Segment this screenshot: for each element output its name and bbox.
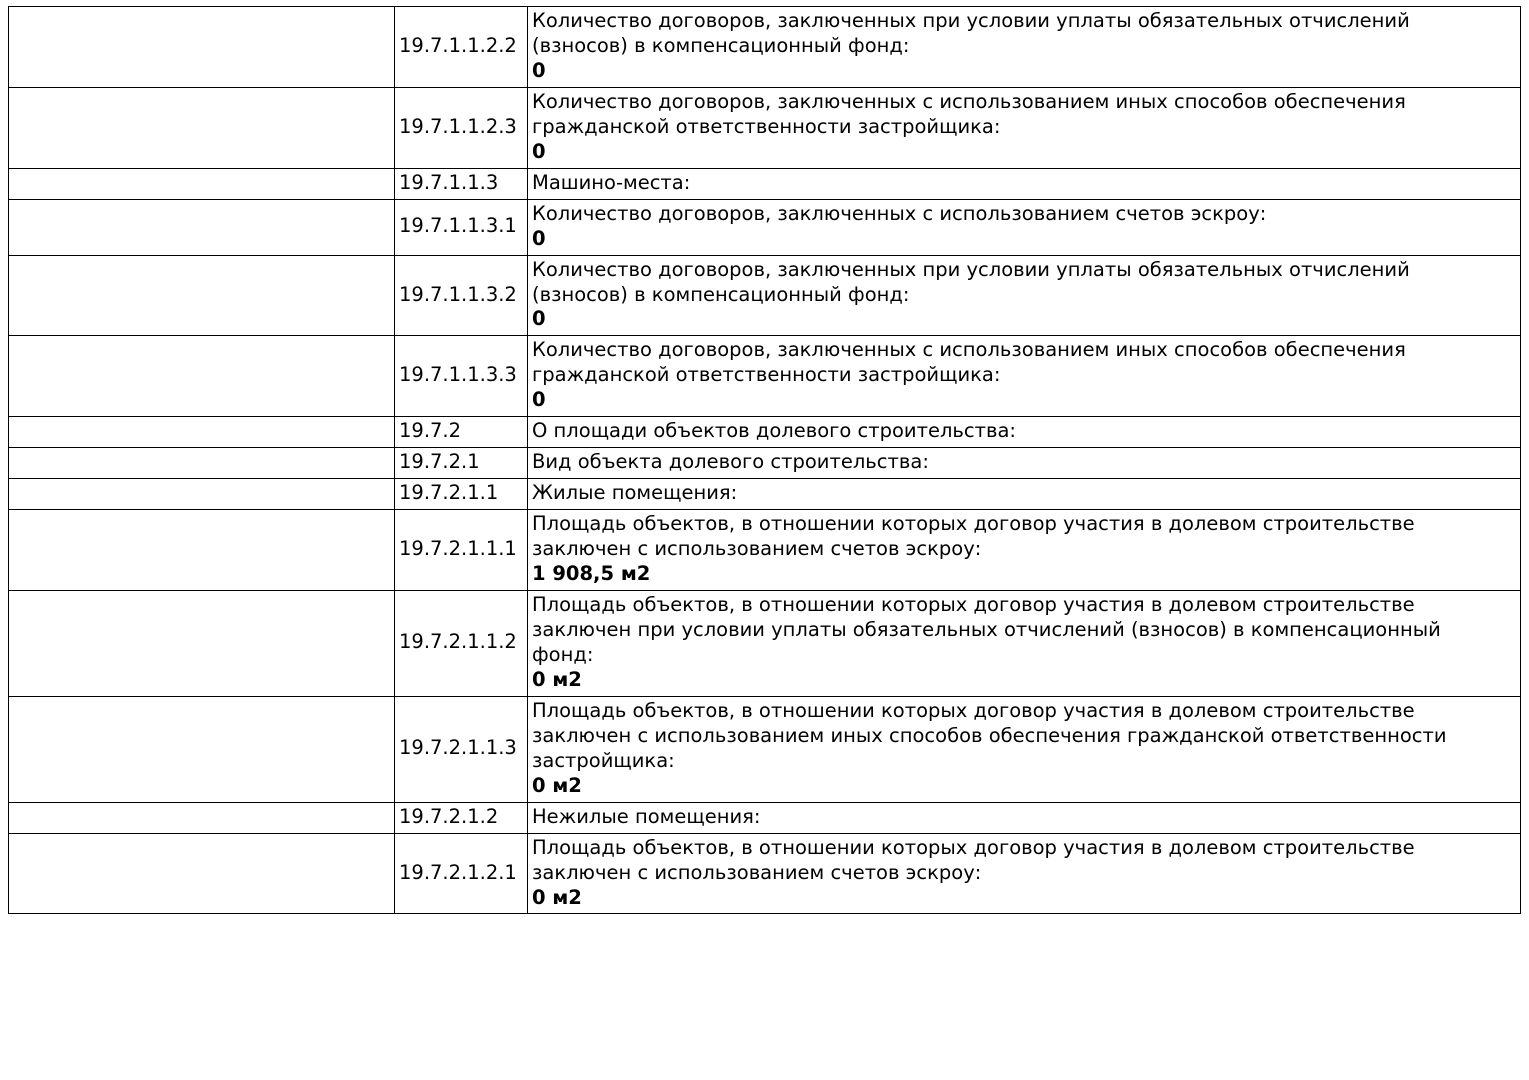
row-code-cell: 19.7.2 bbox=[395, 417, 528, 448]
row-value: 0 м2 bbox=[532, 885, 582, 909]
row-code-cell: 19.7.2.1.2.1 bbox=[395, 833, 528, 914]
row-text-line: Площадь объектов, в отношении которых договор участия в долевом строительстве bbox=[532, 698, 1415, 722]
row-text-cell bbox=[528, 833, 1521, 914]
row-code-cell: 19.7.2.1.1 bbox=[395, 479, 528, 510]
row-text-cell bbox=[528, 199, 1521, 255]
row-text-line: фонд: bbox=[532, 642, 594, 666]
row-code-cell: 19.7.1.1.2.2 bbox=[395, 7, 528, 88]
row-text-cell bbox=[528, 802, 1521, 833]
table-row bbox=[9, 336, 1521, 417]
row-label-cell bbox=[9, 7, 395, 88]
table-row bbox=[9, 696, 1521, 802]
row-text-line: заключен с использованием счетов эскроу: bbox=[532, 537, 982, 561]
row-label-cell bbox=[9, 591, 395, 697]
row-label-cell bbox=[9, 87, 395, 168]
table-row bbox=[9, 448, 1521, 479]
row-label-cell bbox=[9, 336, 395, 417]
table-row bbox=[9, 591, 1521, 697]
row-text-line: Количество договоров, заключенных с использованием счетов эскроу: bbox=[532, 201, 1267, 225]
declaration-table bbox=[8, 6, 1521, 914]
table-row bbox=[9, 168, 1521, 199]
row-label-cell bbox=[9, 448, 395, 479]
row-value: 0 bbox=[532, 139, 546, 163]
row-value: 0 bbox=[532, 388, 546, 412]
row-value: 1 908,5 м2 bbox=[532, 562, 651, 586]
table-row bbox=[9, 833, 1521, 914]
row-text-line: (взносов) в компенсационный фонд: bbox=[532, 33, 910, 57]
table-row bbox=[9, 417, 1521, 448]
row-label-cell bbox=[9, 510, 395, 591]
row-text-line: Нежилые помещения: bbox=[532, 804, 761, 828]
row-text-cell bbox=[528, 479, 1521, 510]
row-text-line: Площадь объектов, в отношении которых договор участия в долевом строительстве bbox=[532, 593, 1415, 617]
row-code-cell: 19.7.1.1.3.2 bbox=[395, 255, 528, 336]
row-value: 0 bbox=[532, 307, 546, 331]
table-row bbox=[9, 802, 1521, 833]
row-text-line: Машино-места: bbox=[532, 170, 691, 194]
row-text-line: застройщика: bbox=[532, 748, 675, 772]
row-code-cell: 19.7.2.1.1.3 bbox=[395, 696, 528, 802]
row-label-cell bbox=[9, 417, 395, 448]
row-text-cell bbox=[528, 7, 1521, 88]
table-body bbox=[9, 7, 1521, 914]
row-text-line: Жилые помещения: bbox=[532, 481, 738, 505]
row-label-cell bbox=[9, 168, 395, 199]
table-row bbox=[9, 479, 1521, 510]
row-text-line: Площадь объектов, в отношении которых договор участия в долевом строительстве bbox=[532, 512, 1415, 536]
row-text-cell bbox=[528, 168, 1521, 199]
row-text-cell bbox=[528, 417, 1521, 448]
row-code-cell: 19.7.2.1 bbox=[395, 448, 528, 479]
table-row bbox=[9, 199, 1521, 255]
row-text-cell bbox=[528, 255, 1521, 336]
table-row bbox=[9, 510, 1521, 591]
row-label-cell bbox=[9, 479, 395, 510]
row-text-cell bbox=[528, 448, 1521, 479]
row-text-cell bbox=[528, 510, 1521, 591]
row-text-line: заключен при условии уплаты обязательных отчислений (взносов) в компенсационный bbox=[532, 617, 1441, 641]
row-code-cell: 19.7.1.1.3 bbox=[395, 168, 528, 199]
row-text-line: О площади объектов долевого строительства: bbox=[532, 419, 1016, 443]
row-label-cell bbox=[9, 255, 395, 336]
row-code-cell: 19.7.1.1.2.3 bbox=[395, 87, 528, 168]
row-text-line: Количество договоров, заключенных с использованием иных способов обеспечения bbox=[532, 89, 1406, 113]
row-label-cell bbox=[9, 199, 395, 255]
row-text-line: заключен с использованием иных способов обеспечения гражданской ответственности bbox=[532, 723, 1447, 747]
row-text-line: Площадь объектов, в отношении которых договор участия в долевом строительстве bbox=[532, 835, 1415, 859]
row-text-line: Количество договоров, заключенных при условии уплаты обязательных отчислений bbox=[532, 9, 1410, 32]
row-value: 0 bbox=[532, 58, 546, 82]
row-text-cell bbox=[528, 696, 1521, 802]
row-text-line: Количество договоров, заключенных при условии уплаты обязательных отчислений bbox=[532, 257, 1410, 281]
row-code-cell: 19.7.1.1.3.1 bbox=[395, 199, 528, 255]
row-text-cell bbox=[528, 87, 1521, 168]
row-text-cell bbox=[528, 591, 1521, 697]
row-text-line: (взносов) в компенсационный фонд: bbox=[532, 282, 910, 306]
table-row bbox=[9, 87, 1521, 168]
row-value: 0 м2 bbox=[532, 667, 582, 691]
row-value: 0 м2 bbox=[532, 773, 582, 797]
row-text-cell bbox=[528, 336, 1521, 417]
row-label-cell bbox=[9, 696, 395, 802]
row-text-line: Вид объекта долевого строительства: bbox=[532, 450, 929, 474]
row-text-line: Количество договоров, заключенных с использованием иных способов обеспечения bbox=[532, 338, 1406, 362]
row-value: 0 bbox=[532, 226, 546, 250]
row-label-cell bbox=[9, 833, 395, 914]
row-code-cell: 19.7.2.1.2 bbox=[395, 802, 528, 833]
row-label-cell bbox=[9, 802, 395, 833]
row-text-line: заключен с использованием счетов эскроу: bbox=[532, 860, 982, 884]
row-text-line: гражданской ответственности застройщика: bbox=[532, 114, 1001, 138]
table-row bbox=[9, 7, 1521, 88]
row-code-cell: 19.7.2.1.1.2 bbox=[395, 591, 528, 697]
row-code-cell: 19.7.2.1.1.1 bbox=[395, 510, 528, 591]
table-row bbox=[9, 255, 1521, 336]
row-code-cell: 19.7.1.1.3.3 bbox=[395, 336, 528, 417]
row-text-line: гражданской ответственности застройщика: bbox=[532, 363, 1001, 387]
